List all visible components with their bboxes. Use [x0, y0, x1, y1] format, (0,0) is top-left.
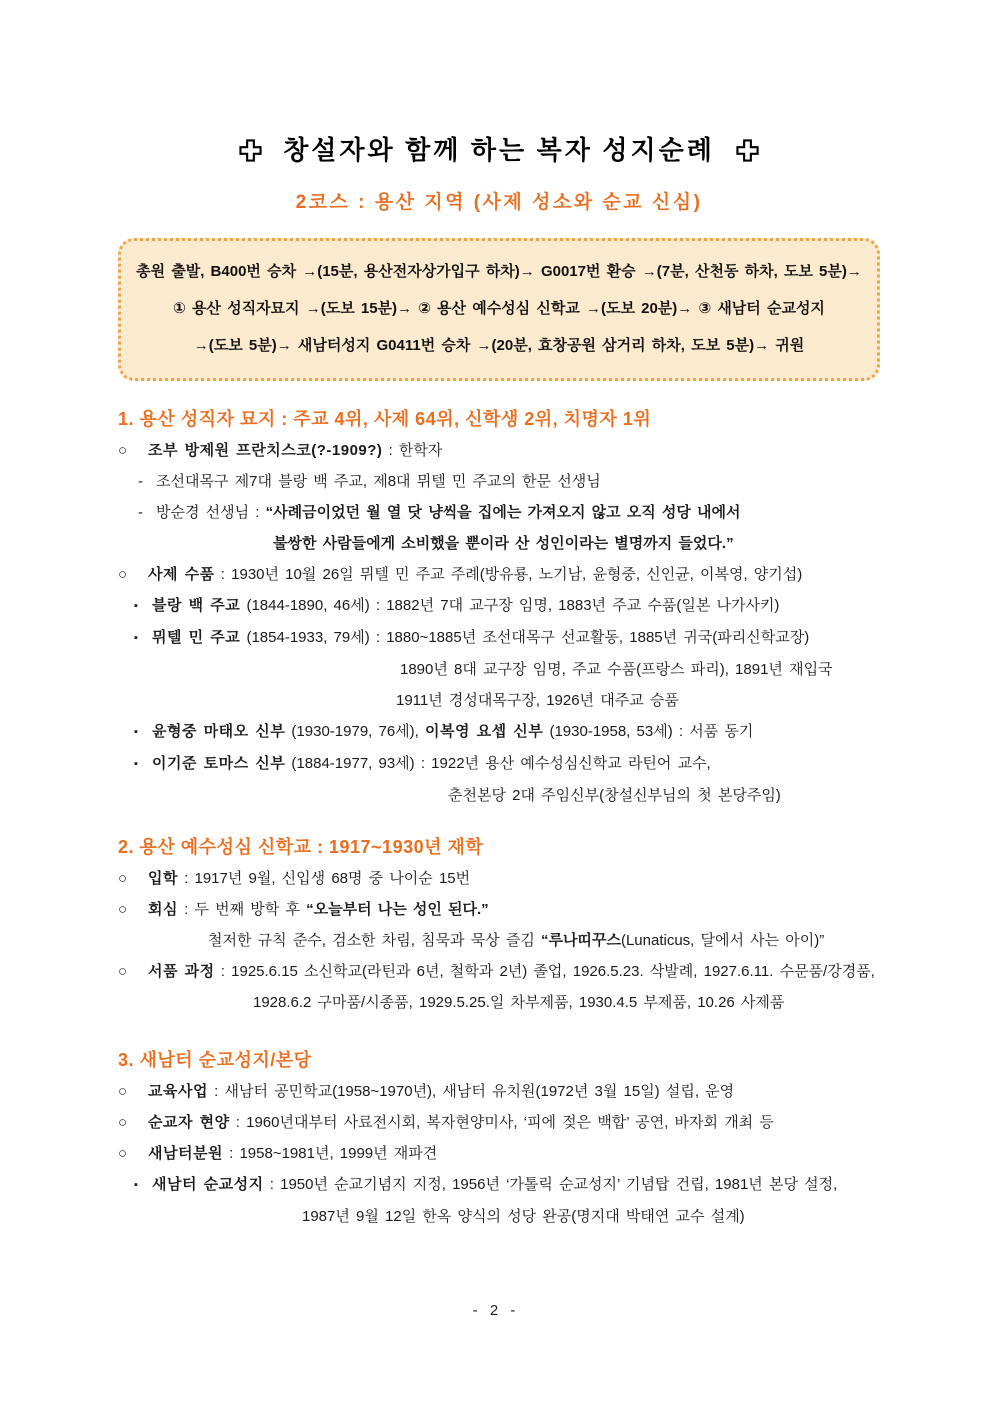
list-subitem — [118, 1169, 880, 1201]
item-text: 1928.6.2 구마품/시종품, 1929.5.25.일 차부제품, 1930.4.5 부제품, 10.26 사제품 — [253, 994, 785, 1011]
circle-bullet-icon: ○ — [118, 566, 128, 583]
item-label: 새남터 순교성지 — [152, 1176, 264, 1193]
item-label: 교육사업 — [148, 1083, 208, 1100]
continuation-line — [118, 528, 880, 559]
section-2-heading: 2. 용산 예수성심 신학교 : 1917~1930년 재학 — [118, 837, 484, 857]
item-text: : 1925.6.15 소신학교(라틴과 6년, 철학과 2년) 졸업, 1926.5.23. 삭발례, 1927.6.11. 수문품/강경품, — [214, 963, 875, 980]
list-item — [118, 1138, 880, 1169]
item-label: 서품 과정 — [148, 963, 215, 980]
item-text: (1930-1979, 76세), — [285, 723, 426, 740]
item-label: 이복영 요셉 신부 — [425, 723, 544, 740]
page-number: - 2 - — [472, 1302, 520, 1319]
route-line-2: ① 용산 성직자묘지 →(도보 15분)→ ② 용산 예수성심 신학교 →(도보 20분)→ ③ 새남터 순교성지 — [173, 300, 825, 317]
page-title: 창설자와 함께 하는 복자 성지순례 — [283, 136, 715, 165]
circle-bullet-icon: ○ — [118, 963, 128, 980]
item-text: 1911년 경성대목구장, 1926년 대주교 승품 — [396, 692, 679, 709]
item-text: 방순경 선생님 : — [156, 504, 266, 521]
item-label: 새남터분원 — [148, 1145, 223, 1162]
route-box — [118, 238, 880, 381]
item-text: : 새남터 공민학교(1958~1970년), 새남터 유치원(1972년 3월 15일) 설립, 운영 — [207, 1083, 735, 1100]
list-item — [118, 956, 880, 987]
route-line-1: 총원 출발, B400번 승차 →(15분, 용산전자상가입구 하차)→ G0017번 환승 →(7분, 산천동 하차, 도보 5분)→ — [136, 263, 862, 280]
dash-bullet-icon: - — [138, 504, 143, 521]
item-label: 입학 — [148, 870, 178, 887]
list-item — [118, 1107, 880, 1138]
circle-bullet-icon: ○ — [118, 1145, 128, 1162]
item-text: 1890년 8대 교구장 임명, 주교 수품(프랑스 파리), 1891년 재입국 — [400, 661, 833, 678]
continuation-line — [118, 685, 880, 716]
list-subitem — [118, 590, 880, 622]
square-bullet-icon: ▪ — [134, 632, 138, 644]
item-label: 뮈텔 민 주교 — [152, 629, 241, 646]
item-label: 사제 수품 — [148, 566, 215, 583]
item-text: : 1958~1981년, 1999년 재파견 — [222, 1145, 438, 1162]
item-text: (1854-1933, 79세) : 1880~1885년 조선대목구 선교활동, 1885년 귀국(파리신학교장) — [240, 629, 810, 646]
list-item — [118, 559, 880, 590]
item-label: 블랑 백 주교 — [152, 597, 241, 614]
square-bullet-icon: ▪ — [134, 758, 138, 770]
course-subtitle: 2코스 : 용산 지역 (사제 성소와 순교 신심) — [295, 192, 703, 213]
item-label: 이기준 토마스 신부 — [152, 755, 286, 772]
continuation-line — [118, 780, 880, 811]
continuation-line — [118, 654, 880, 685]
list-subitem — [118, 497, 880, 528]
cross-icon — [239, 139, 262, 162]
item-text: : 1917년 9월, 신입생 68명 중 나이순 15번 — [177, 870, 471, 887]
route-line-3: →(도보 5분)→ 새남터성지 G0411번 승차 →(20분, 효창공원 삼거리 하차, 도보 5분)→ 귀원 — [193, 337, 805, 354]
quote-text: “루나띠꾸스 — [541, 932, 621, 949]
list-subitem — [118, 748, 880, 780]
item-text: (1884-1977, 93세) : 1922년 용산 예수성심신학교 라틴어 교수, — [285, 755, 711, 772]
list-item — [118, 1076, 880, 1107]
item-text: (Lunaticus, 달에서 사는 아이)” — [620, 932, 825, 949]
item-label: 회심 — [148, 901, 178, 918]
item-text: : 두 번째 방학 후 — [177, 901, 307, 918]
item-text: : 한학자 — [382, 442, 443, 459]
item-text: 춘천본당 2대 주임신부(창설신부님의 첫 본당주임) — [448, 787, 781, 804]
continuation-line — [118, 925, 880, 956]
section-1-heading: 1. 용산 성직자 묘지 : 주교 4위, 사제 64위, 신학생 2위, 치명자 1위 — [118, 409, 652, 429]
list-subitem — [118, 622, 880, 654]
list-subitem — [118, 466, 880, 497]
list-item — [118, 435, 880, 466]
item-label: 윤형중 마태오 신부 — [152, 723, 286, 740]
item-text: : 1960년대부터 사료전시회, 복자현양미사, ‘피에 젖은 백합’ 공연, 바자회 개최 등 — [229, 1114, 774, 1131]
list-item — [118, 863, 880, 894]
item-label: 순교자 현양 — [148, 1114, 230, 1131]
square-bullet-icon: ▪ — [134, 1179, 138, 1191]
dash-bullet-icon: - — [138, 473, 143, 490]
item-text: (1930-1958, 53세) : 서품 동기 — [543, 723, 754, 740]
item-text: 조선대목구 제7대 블랑 백 주교, 제8대 뮈텔 민 주교의 한문 선생님 — [156, 473, 601, 490]
item-text: (1844-1890, 46세) : 1882년 7대 교구장 임명, 1883년 주교 수품(일본 나가사키) — [240, 597, 780, 614]
continuation-line — [118, 987, 880, 1018]
circle-bullet-icon: ○ — [118, 901, 128, 918]
quote-text: “오늘부터 나는 성인 된다.” — [306, 901, 489, 918]
circle-bullet-icon: ○ — [118, 1114, 128, 1131]
circle-bullet-icon: ○ — [118, 1083, 128, 1100]
section-3-heading: 3. 새남터 순교성지/본당 — [118, 1050, 312, 1070]
list-item — [118, 894, 880, 925]
square-bullet-icon: ▪ — [134, 600, 138, 612]
list-subitem — [118, 716, 880, 748]
cross-icon — [736, 139, 759, 162]
item-text: : 1950년 순교기념지 지정, 1956년 ‘가톨릭 순교성지’ 기념탑 건립, 1981년 본당 설정, — [263, 1176, 838, 1193]
item-text: 철저한 규칙 준수, 검소한 차림, 침묵과 묵상 즐김 — [208, 932, 541, 949]
continuation-line — [118, 1201, 880, 1232]
item-text: 1987년 9월 12일 한옥 양식의 성당 완공(명지대 박태연 교수 설계) — [302, 1208, 745, 1225]
item-label: 조부 방제원 프란치스코(?-1909?) — [148, 442, 383, 459]
square-bullet-icon: ▪ — [134, 726, 138, 738]
document-title-row — [118, 0, 880, 167]
item-text: : 1930년 10월 26일 뮈텔 민 주교 주례(방유룡, 노기남, 윤형중, 신인균, 이복영, 양기섭) — [214, 566, 803, 583]
quote-text: “사례금이었던 월 열 닷 냥씩을 집에는 가져오지 않고 오직 성당 내에서 — [265, 504, 741, 521]
circle-bullet-icon: ○ — [118, 870, 128, 887]
quote-text: 불쌍한 사람들에게 소비했을 뿐이라 산 성인이라는 별명까지 들었다.” — [273, 535, 734, 552]
circle-bullet-icon: ○ — [118, 442, 128, 459]
